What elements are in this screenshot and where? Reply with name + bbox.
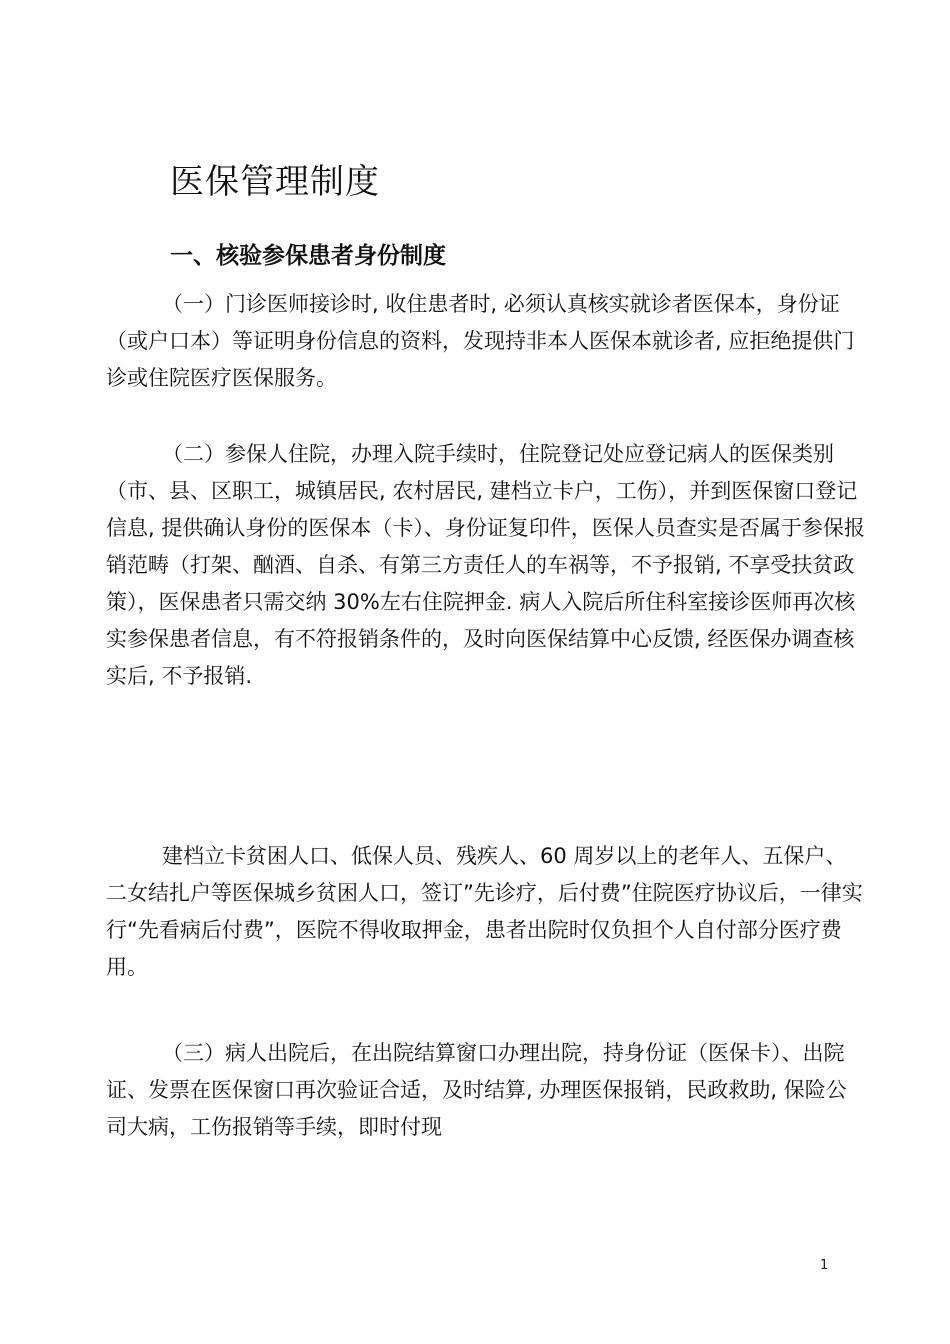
- paragraph-discharge-settlement: （三）病人出院后，在出院结算窗口办理出院，持身份证（医保卡）、出院证、发票在医保窗口再次验证合适，及时结算, 办理医保报销，民政救助, 保险公司大病，工伤报销等手续，即时付现: [106, 1041, 847, 1139]
- document-title: 医保管理制度: [170, 162, 380, 202]
- page-number: 1: [820, 1258, 829, 1273]
- section-heading: 一、核验参保患者身份制度: [170, 243, 446, 269]
- paragraph-poverty-policy: 建档立卡贫困人口、低保人员、残疾人、60 周岁以上的老年人、五保户、二女结扎户等医保城乡贫困人口，签订”先诊疗，后付费”住院医疗协议后，一律实行“先看病后付费”，医院不得收取押金，患者出院时仅负担个人自付部分医疗费用。: [106, 844, 863, 979]
- paragraph-inpatient-admission: （二）参保人住院，办理入院手续时，住院登记处应登记病人的医保类别（市、县、区职工，城镇居民, 农村居民, 建档立卡户，工伤），并到医保窗口登记信息, 提供确认身份的医保本（卡）、身份证复印件，医保人员查实是否属于参保报销范畴（打架、酗酒、自杀、有第三方责任人的车祸等，不予报销, 不享受扶贫政策），医保患者只需交纳 30%左右住院押金. 病人入院后所住科室接诊医师再次核实参保患者信息，有不符报销条件的，及时向医保结算中心反馈, 经医保办调查核实后, 不予报销.: [106, 442, 865, 688]
- paragraph-outpatient-verification: （一）门诊医师接诊时, 收住患者时, 必须认真核实就诊者医保本，身份证（或户口本）等证明身份信息的资料，发现持非本人医保本就诊者, 应拒绝提供门诊或住院医疗医保服务。: [106, 292, 855, 390]
